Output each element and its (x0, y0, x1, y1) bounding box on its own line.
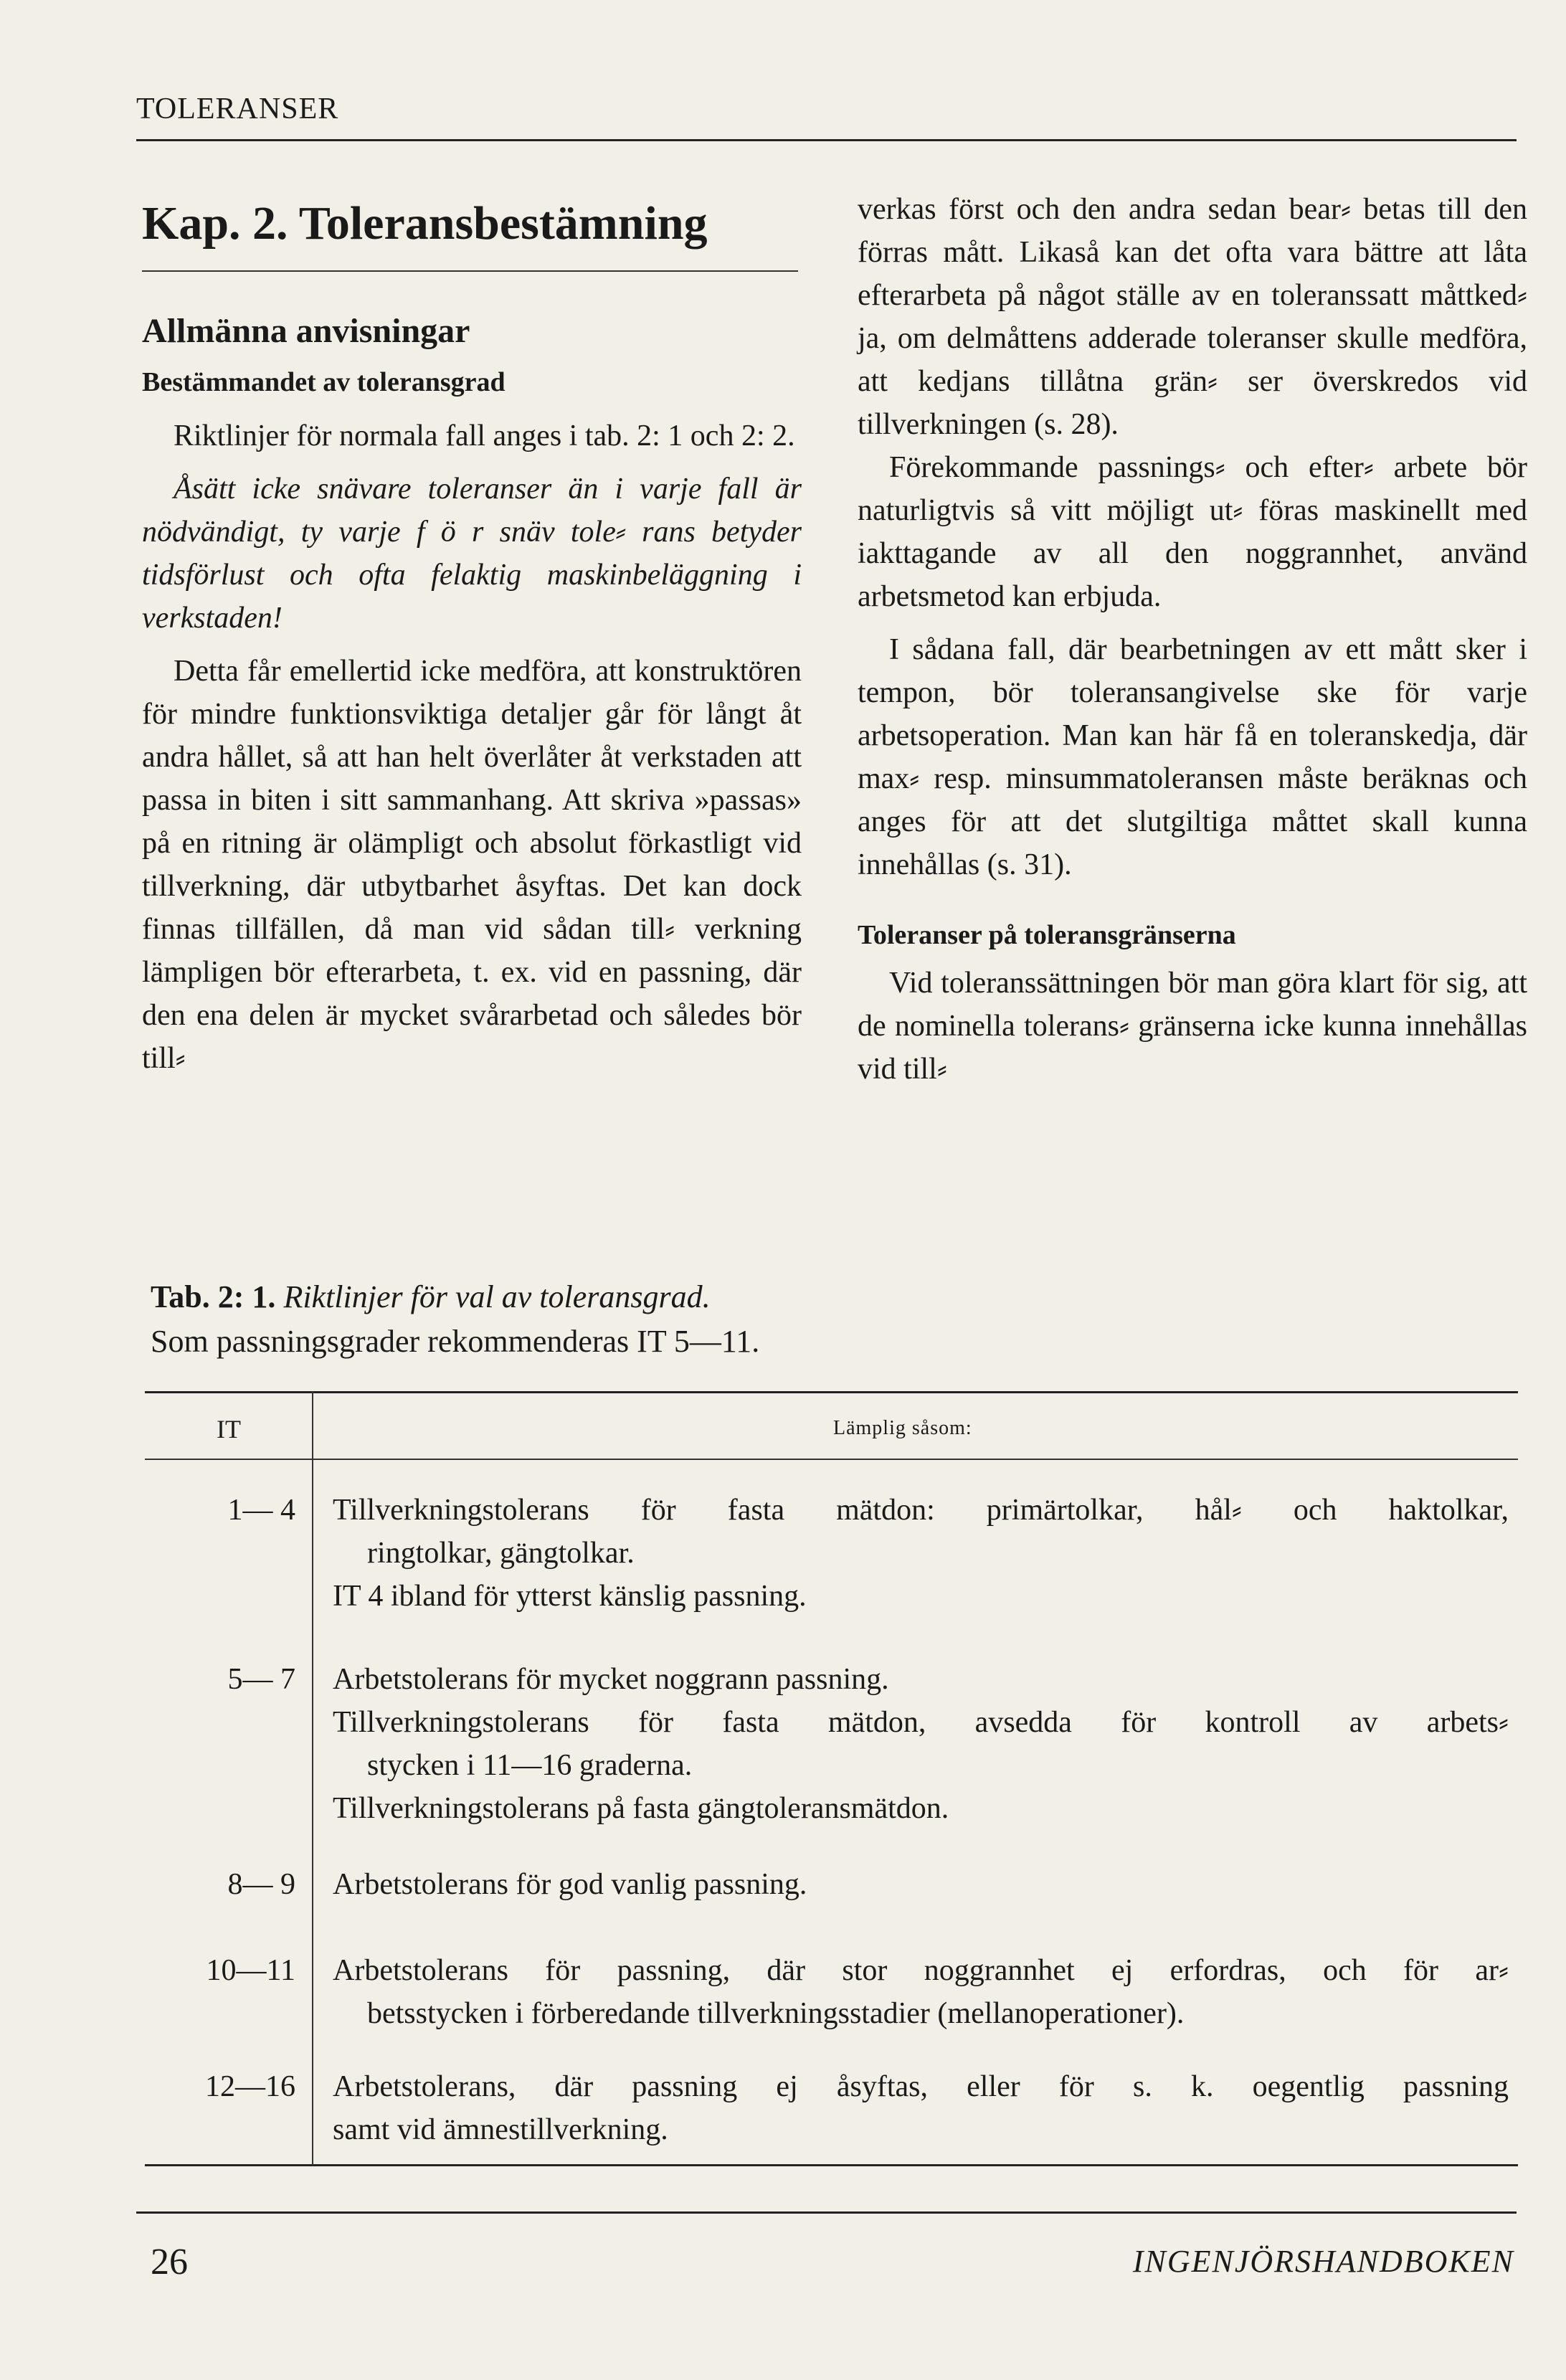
top-rule (136, 139, 1517, 141)
left-paragraph-1: Riktlinjer för normala fall anges i tab. 2: 1 och 2: 2. (174, 419, 795, 453)
row-3-it: 8— 9 (227, 1868, 295, 1901)
right-paragraph-2: Förekommande passnings⸗ och efter⸗ arbete bör naturligtvis så vitt möjligt ut⸗ föras maskinellt med iakttagande av all den noggrannhet, använd arbetsmetod kan erbjuda. (858, 451, 1527, 613)
book-title: INGENJÖRSHANDBOKEN (1132, 2244, 1514, 2279)
right-paragraph-4: Vid toleranssättningen bör man göra klart för sig, att de nominella tolerans⸗ gränserna icke kunna innehållas vid till⸗ (858, 967, 1527, 1086)
table-header-rule (145, 1459, 1518, 1460)
row-4-text (333, 1949, 1509, 2035)
bottom-rule (136, 2211, 1517, 2214)
row-2-line-3: stycken i 11—16 graderna. (367, 1749, 693, 1782)
section-title: Allmänna anvisningar (142, 312, 470, 351)
row-5-it: 12—16 (205, 2070, 295, 2103)
right-paragraph-3: I sådana fall, där bearbetningen av ett mått sker i tempon, bör toleransangivelse ske för varje arbetsoperation. Man kan här få en toleranskedja, där max⸗ resp. minsummatoleransen måste beräknas och anges för att det slutgiltiga måttet skall kunna innehållas (s. 31). (858, 633, 1527, 881)
caption-title: Riktlinjer för val av toleransgrad. (283, 1279, 711, 1314)
caption-label: Tab. 2: 1. (151, 1279, 276, 1314)
left-column (142, 195, 802, 1080)
row-3-line-1: Arbetstolerans för god vanlig passning. (333, 1868, 807, 1901)
row-1-line-3: IT 4 ibland för ytterst känslig passning. (333, 1580, 807, 1613)
caption-line-2: Som passningsgrader rekommenderas IT 5—11. (151, 1324, 760, 1359)
table-header-it: IT (217, 1415, 241, 1443)
table-column-divider (312, 1391, 313, 2166)
caption-line-1 (151, 1275, 1513, 1319)
subsection-title: Bestämmandet av toleransgrad (142, 366, 506, 397)
row-5-line-1: Arbetstolerans, där passning ej åsyftas, eller för s. k. oegentlig passning (333, 2070, 1509, 2103)
row-3-text (333, 1863, 1509, 1906)
row-2-line-2: Tillverkningstolerans för fasta mätdon, avsedda för kontroll av arbets⸗ (333, 1706, 1509, 1739)
row-4-line-2: betsstycken i förberedande tillverkningsstadier (mellanoperationer). (367, 1997, 1185, 2030)
row-2-text (333, 1658, 1509, 1830)
left-paragraph-2: Åsätt icke snävare toleranser än i varje fall är nödvändigt, ty varje f ö r snäv tole⸗ rans betyder tidsförlust och ofta felaktig maskinbeläggning i verkstaden! (142, 473, 802, 635)
row-2-line-1: Arbetstolerans för mycket noggrann passning. (333, 1663, 889, 1696)
row-4-it: 10—11 (206, 1954, 295, 1987)
chapter-title: Kap. 2. Toleransbestämning (142, 197, 708, 250)
left-paragraph-3: Detta får emellertid icke medföra, att konstruktören för mindre funktionsviktiga detaljer går för långt åt andra hållet, så att han helt överlåter åt verkstaden att passa in biten i sitt sammanhang. Att skriva »passas» på en ritning är olämpligt och absolut förkastligt vid tillverkning, där utbytbarhet åsyftas. Det kan dock finnas tillfällen, då man vid sådan till⸗ verkning lämpligen bör efterarbeta, t. ex. vid en passning, där den ena delen är mycket svårarbetad och således bör till⸗ (142, 655, 802, 1076)
table-bottom-rule (145, 2164, 1518, 2166)
row-2-it: 5— 7 (227, 1663, 295, 1696)
page-number: 26 (151, 2242, 188, 2282)
row-1-it: 1— 4 (227, 1494, 295, 1527)
right-subsection-title: Toleranser på toleransgränserna (858, 920, 1236, 950)
right-paragraph-1: verkas först och den andra sedan bear⸗ betas till den förras mått. Likaså kan det ofta vara bättre att låta efterarbeta på något ställe av en toleranssatt måttked⸗ ja, om delmåttens adderade toleranser skulle medföra, att kedjans tillåtna grän⸗ ser överskredos vid tillverkningen (s. 28). (858, 193, 1527, 441)
chapter-rule (142, 270, 798, 272)
running-title: TOLERANSER (136, 93, 339, 125)
row-1-line-1: Tillverkningstolerans för fasta mätdon: primärtolkar, hål⸗ och haktolkar, (333, 1494, 1509, 1527)
table-top-rule (145, 1391, 1518, 1393)
row-1-line-2: ringtolkar, gängtolkar. (367, 1537, 635, 1570)
table-caption (151, 1275, 1513, 1364)
row-2-line-4: Tillverkningstolerans på fasta gängtoleransmätdon. (333, 1792, 949, 1825)
right-column (858, 188, 1527, 1091)
row-1-text (333, 1489, 1509, 1618)
tolerance-table (145, 1391, 1518, 2166)
row-4-line-1: Arbetstolerans för passning, där stor noggrannhet ej erfordras, och för ar⸗ (333, 1954, 1509, 1987)
row-5-line-2: samt vid ämnestillverkning. (333, 2113, 668, 2146)
row-5-text (333, 2065, 1509, 2151)
table-header-suitable-as: Lämplig såsom: (833, 1417, 972, 1439)
